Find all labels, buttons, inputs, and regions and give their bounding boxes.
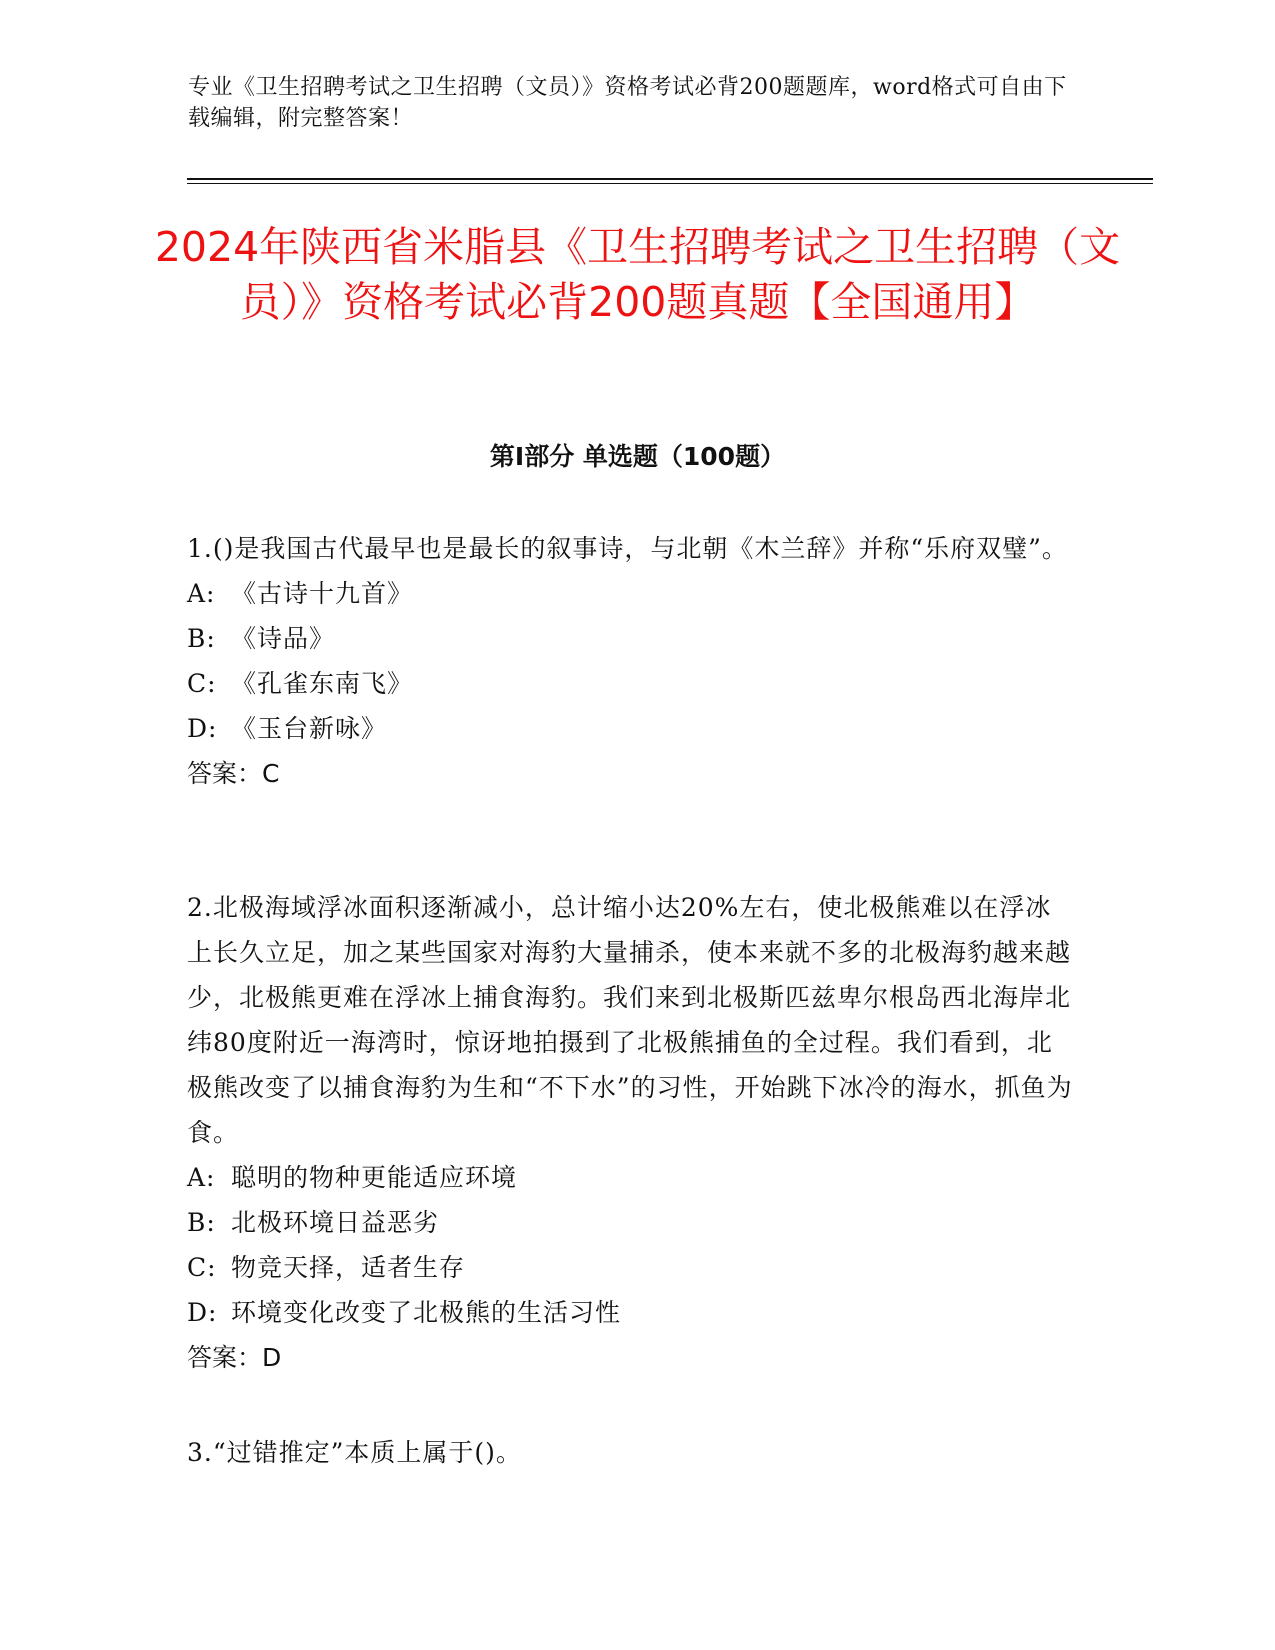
option-text: 《古诗十九首》 [231, 579, 414, 608]
option-text: 环境变化改变了北极熊的生活习性 [231, 1298, 622, 1327]
option-key: B: [187, 1208, 216, 1237]
option-key: A: [187, 1163, 216, 1192]
question-stem: 3.“过错推定”本质上属于()。 [187, 1438, 522, 1467]
answer-line: 答案：C [187, 759, 280, 788]
option-text: 《诗品》 [231, 624, 336, 653]
option-c [187, 661, 1077, 706]
option-b [187, 616, 1077, 661]
question-3 [187, 1430, 1077, 1475]
option-key: B: [187, 624, 216, 653]
option-d [187, 706, 1077, 751]
header-rule-thin [187, 183, 1153, 184]
option-key: A: [187, 579, 216, 608]
option-b [187, 1200, 1077, 1245]
option-a [187, 571, 1077, 616]
question-stem: 1.()是我国古代最早也是最长的叙事诗，与北朝《木兰辞》并称“乐府双璧”。 [187, 534, 1068, 563]
option-a [187, 1155, 1077, 1200]
option-key: D: [187, 714, 218, 743]
question-stem: 2.北极海域浮冰面积逐渐减小，总计缩小达20%左右，使北极熊难以在浮冰上长久立足，加之某些国家对海豹大量捕杀，使本来就不多的北极海豹越来越少，北极熊更难在浮冰上捕食海豹。我们来到北极斯匹兹卑尔根岛西北海岸北纬80度附近一海湾时，惊讶地拍摄到了北极熊捕鱼的全过程。我们看到，北极熊改变了以捕食海豹为生和“不下水”的习性，开始跳下冰冷的海水，抓鱼为食。 [187, 893, 1073, 1147]
header-rule-thick [187, 178, 1153, 180]
option-text: 《玉台新咏》 [231, 714, 388, 743]
option-key: D: [187, 1298, 218, 1327]
document-title: 2024年陕西省米脂县《卫生招聘考试之卫生招聘（文员）》资格考试必背200题真题【全国通用】 [154, 223, 1121, 326]
option-d [187, 1290, 1077, 1335]
option-key: C: [187, 669, 217, 698]
header-note: 专业《卫生招聘考试之卫生招聘（文员）》资格考试必背200题题库，word格式可自由下载编辑，附完整答案！ [188, 75, 1067, 131]
section-heading: 第I部分 单选题（100题） [489, 442, 786, 471]
option-text: 物竞天择，适者生存 [231, 1253, 466, 1282]
option-c [187, 1245, 1077, 1290]
option-text: 《孔雀东南飞》 [231, 669, 414, 698]
option-text: 北极环境日益恶劣 [231, 1208, 440, 1237]
option-key: C: [187, 1253, 217, 1282]
option-text: 聪明的物种更能适应环境 [231, 1163, 518, 1192]
question-2 [187, 885, 1077, 1381]
question-1 [187, 526, 1077, 797]
answer-line: 答案：D [187, 1343, 282, 1372]
